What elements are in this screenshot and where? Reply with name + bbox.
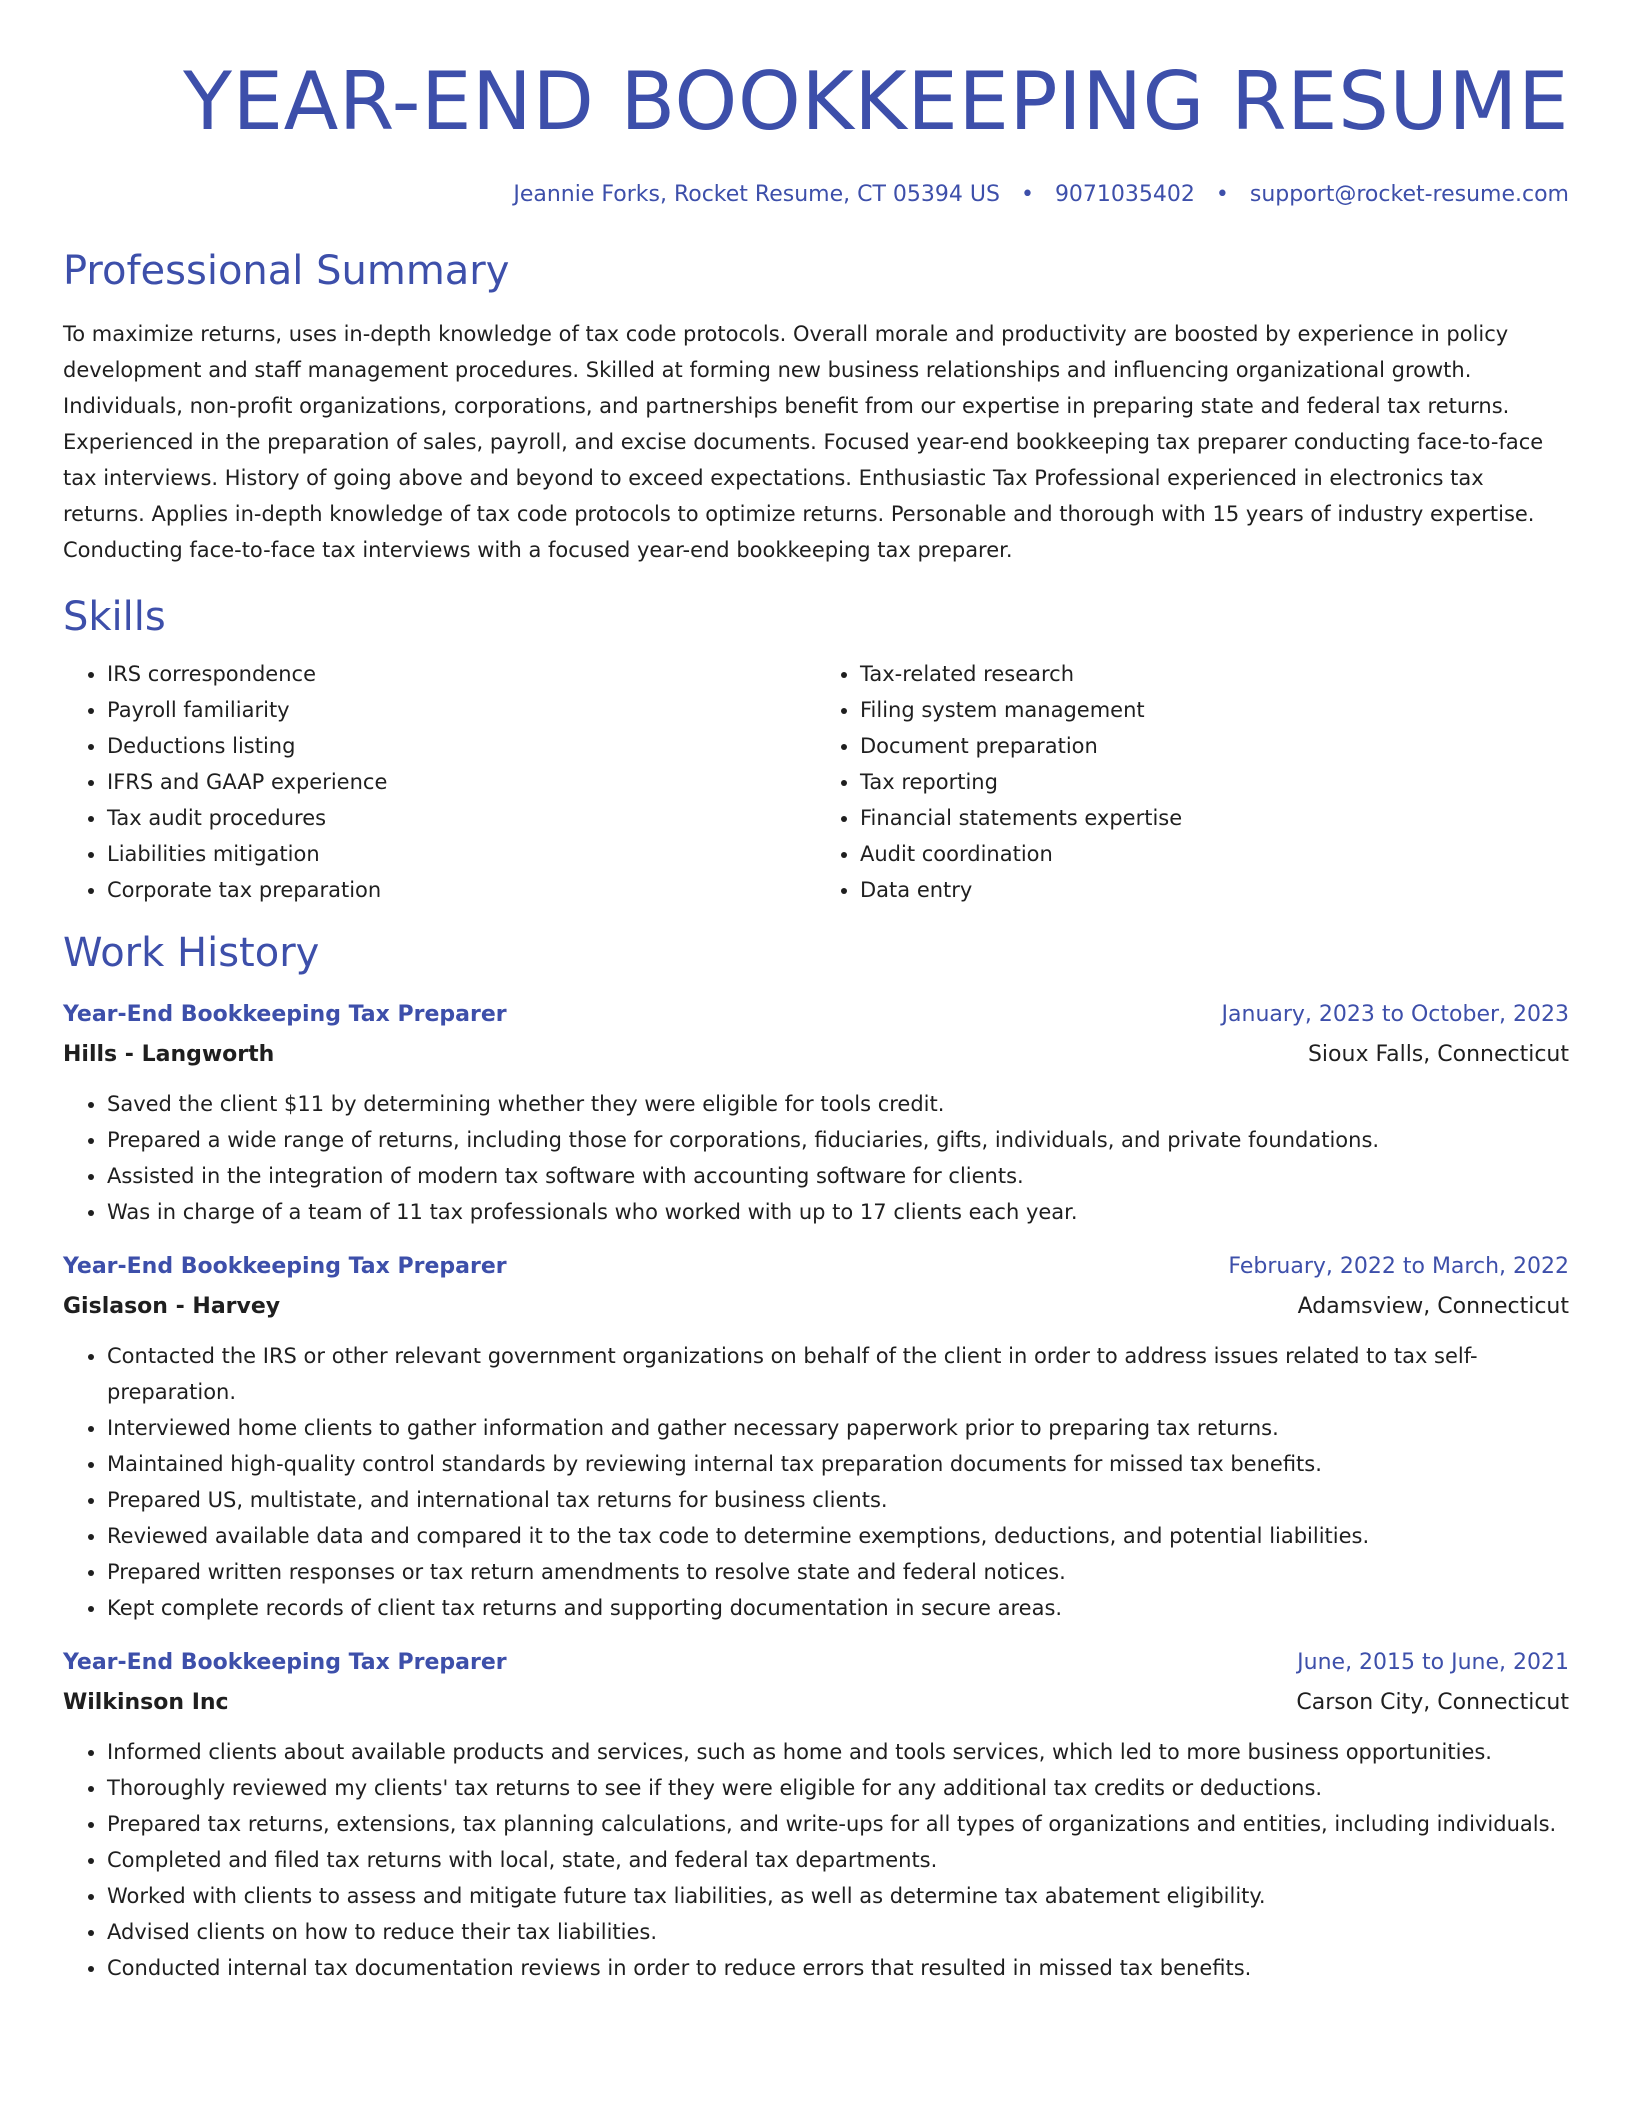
job-bullet: • Conducted internal tax documentation reviews in order to reduce errors that resulted in missed tax benefits. [107, 1950, 1569, 1986]
job-bullet: • Thoroughly reviewed my clients' tax returns to see if they were eligible for any additional tax credits or deductions. [107, 1770, 1569, 1806]
skills-column-left [63, 656, 816, 908]
job-bullet: • Maintained high-quality control standards by reviewing internal tax preparation documents for missed tax benefits. [107, 1446, 1569, 1482]
skill-item: • IRS correspondence [107, 656, 816, 692]
skill-item: • Audit coordination [860, 836, 1569, 872]
job-title: Year-End Bookkeeping Tax Preparer [63, 1254, 507, 1279]
job-bullet: • Assisted in the integration of modern tax software with accounting software for clients. [107, 1158, 1569, 1194]
contact-address: Jeannie Forks, Rocket Resume, CT 05394 US [513, 182, 1000, 207]
job-dates: June, 2015 to June, 2021 [1297, 1650, 1569, 1675]
job-bullet: • Contacted the IRS or other relevant government organizations on behalf of the client in order to address issues related to tax self-preparation. [107, 1338, 1569, 1410]
job-bullet: • Advised clients on how to reduce their tax liabilities. [107, 1914, 1569, 1950]
job-bullet: • Prepared tax returns, extensions, tax planning calculations, and write-ups for all types of organizations and entities, including individuals. [107, 1806, 1569, 1842]
job-bullet: • Was in charge of a team of 11 tax professionals who worked with up to 17 clients each year. [107, 1194, 1569, 1230]
work-history-heading: Work History [63, 930, 320, 976]
skill-item: • Filing system management [860, 692, 1569, 728]
skill-item: • Tax audit procedures [107, 800, 816, 836]
summary-heading: Professional Summary [63, 248, 510, 294]
job-entry [63, 1000, 1569, 1230]
job-bullets [63, 1338, 1569, 1626]
contact-phone: 9071035402 [1054, 182, 1195, 207]
job-bullets [63, 1086, 1569, 1230]
job-title: Year-End Bookkeeping Tax Preparer [63, 1002, 507, 1027]
job-location: Sioux Falls, Connecticut [1307, 1042, 1569, 1067]
job-bullet: • Informed clients about available products and services, such as home and tools services, which led to more business opportunities. [107, 1734, 1569, 1770]
contact-line [63, 180, 1569, 210]
job-company: Wilkinson Inc [63, 1690, 229, 1715]
job-bullet: • Prepared written responses or tax return amendments to resolve state and federal notices. [107, 1554, 1569, 1590]
job-company: Hills - Langworth [63, 1042, 275, 1067]
skill-item: • Document preparation [860, 728, 1569, 764]
job-bullet: • Worked with clients to assess and mitigate future tax liabilities, as well as determine tax abatement eligibility. [107, 1878, 1569, 1914]
job-dates: January, 2023 to October, 2023 [1221, 1002, 1569, 1027]
contact-separator: • [1215, 182, 1229, 207]
job-bullet: • Reviewed available data and compared it to the tax code to determine exemptions, deductions, and potential liabilities. [107, 1518, 1569, 1554]
job-bullets [63, 1734, 1569, 1986]
skill-item: • Liabilities mitigation [107, 836, 816, 872]
skill-item: • Tax reporting [860, 764, 1569, 800]
skill-item: • Corporate tax preparation [107, 872, 816, 908]
job-bullet: • Completed and filed tax returns with local, state, and federal tax departments. [107, 1842, 1569, 1878]
skill-item: • Payroll familiarity [107, 692, 816, 728]
job-title: Year-End Bookkeeping Tax Preparer [63, 1650, 507, 1675]
skill-item: • Financial statements expertise [860, 800, 1569, 836]
contact-email: support@rocket-resume.com [1249, 182, 1569, 207]
skill-item: • Tax-related research [860, 656, 1569, 692]
job-bullet: • Prepared US, multistate, and international tax returns for business clients. [107, 1482, 1569, 1518]
job-company: Gislason - Harvey [63, 1294, 281, 1319]
job-dates: February, 2022 to March, 2022 [1228, 1254, 1569, 1279]
job-bullet: • Prepared a wide range of returns, including those for corporations, fiduciaries, gifts, individuals, and private foundations. [107, 1122, 1569, 1158]
job-bullet: • Interviewed home clients to gather information and gather necessary paperwork prior to preparing tax returns. [107, 1410, 1569, 1446]
job-entry [63, 1648, 1569, 1986]
skills-column-right [816, 656, 1569, 908]
job-location: Carson City, Connecticut [1296, 1690, 1569, 1715]
job-location: Adamsview, Connecticut [1297, 1294, 1569, 1319]
skills-heading: Skills [63, 594, 166, 640]
skill-item: • Data entry [860, 872, 1569, 908]
job-bullet: • Saved the client $11 by determining whether they were eligible for tools credit. [107, 1086, 1569, 1122]
summary-text: To maximize returns, uses in-depth knowledge of tax code protocols. Overall morale and productivity are boosted by experience in policy development and staff management procedures. Skilled at forming new business relationships and influencing organizational growth. Individuals, non-profit organizations, corporations, and partnerships benefit from our expertise in preparing state and federal tax returns. Experienced in the preparation of sales, payroll, and excise documents. Focused year-end bookkeeping tax preparer conducting face-to-face tax interviews. History of going above and beyond to exceed expectations. Enthusiastic Tax Professional experienced in electronics tax returns. Applies in-depth knowledge of tax code protocols to optimize returns. Personable and thorough with 15 years of industry expertise. Conducting face-to-face tax interviews with a focused year-end bookkeeping tax preparer. [63, 322, 1544, 562]
job-bullet: • Kept complete records of client tax returns and supporting documentation in secure areas. [107, 1590, 1569, 1626]
resume-title: YEAR-END BOOKKEEPING RESUME [183, 55, 1569, 148]
skills-list [63, 656, 1569, 908]
job-entry [63, 1252, 1569, 1626]
contact-separator: • [1020, 182, 1034, 207]
skill-item: • Deductions listing [107, 728, 816, 764]
skill-item: • IFRS and GAAP experience [107, 764, 816, 800]
